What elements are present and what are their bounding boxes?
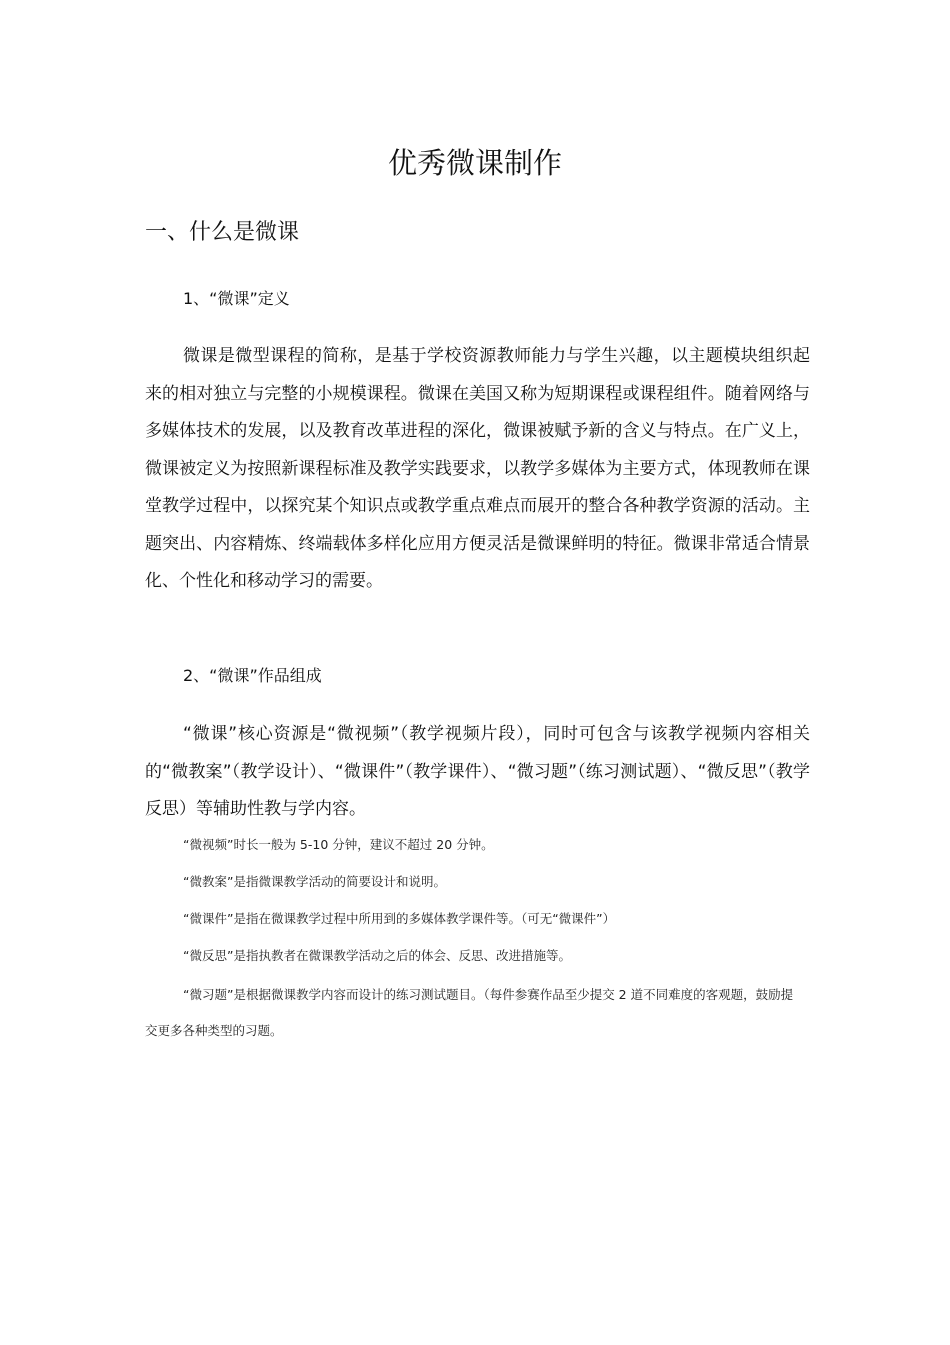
section-heading: 一、什么是微课: [145, 220, 300, 245]
subsection-heading-components: 2、“微课”作品组成: [183, 666, 322, 685]
note-micro-video: “微视频”时长一般为 5-10 分钟，建议不超过 20 分钟。: [183, 837, 494, 852]
note-micro-lesson-plan: “微教案”是指微课教学活动的简要设计和说明。: [183, 874, 446, 889]
note-micro-reflection: “微反思”是指执教者在微课教学活动之后的体会、反思、改进措施等。: [183, 948, 571, 963]
definition-text: 微课是微型课程的简称，是基于学校资源教师能力与学生兴趣，以主题模块组织起来的相对独立与完整的小规模课程。微课在美国又称为短期课程或课程组件。随着网络与多媒体技术的发展，以及教育改革进程的深化，微课被赋予新的含义与特点。在广义上，微课被定义为按照新课程标准及教学实践要求，以教学多媒体为主要方式，体现教师在课堂教学过程中，以探究某个知识点或教学重点难点而展开的整合各种教学资源的活动。主题突出、内容精炼、终端载体多样化应用方便灵活是微课鲜明的特征。微课非常适合情景化、个性化和移动学习的需要。: [145, 346, 810, 591]
components-text: “微课”核心资源是“微视频”（教学视频片段），同时可包含与该教学视频内容相关的“微教案”（教学设计）、“微课件”（教学课件）、“微习题”（练习测试题）、“微反思”（教学反思）等辅助性教与学内容。: [145, 724, 810, 819]
definition-paragraph: [145, 338, 810, 601]
subsection-heading-definition: 1、“微课”定义: [183, 289, 290, 308]
note-micro-courseware: “微课件”是指在微课教学过程中所用到的多媒体教学课件等。（可无“微课件”）: [183, 911, 616, 926]
components-paragraph: [145, 716, 810, 829]
document-title: 优秀微课制作: [387, 146, 562, 180]
note-micro-exercises: [145, 977, 805, 1049]
note-micro-exercises-text: “微习题”是根据微课教学内容而设计的练习测试题目。（每件参赛作品至少提交 2 道不同难度的客观题，鼓励提交更多各种类型的习题。: [145, 987, 794, 1038]
